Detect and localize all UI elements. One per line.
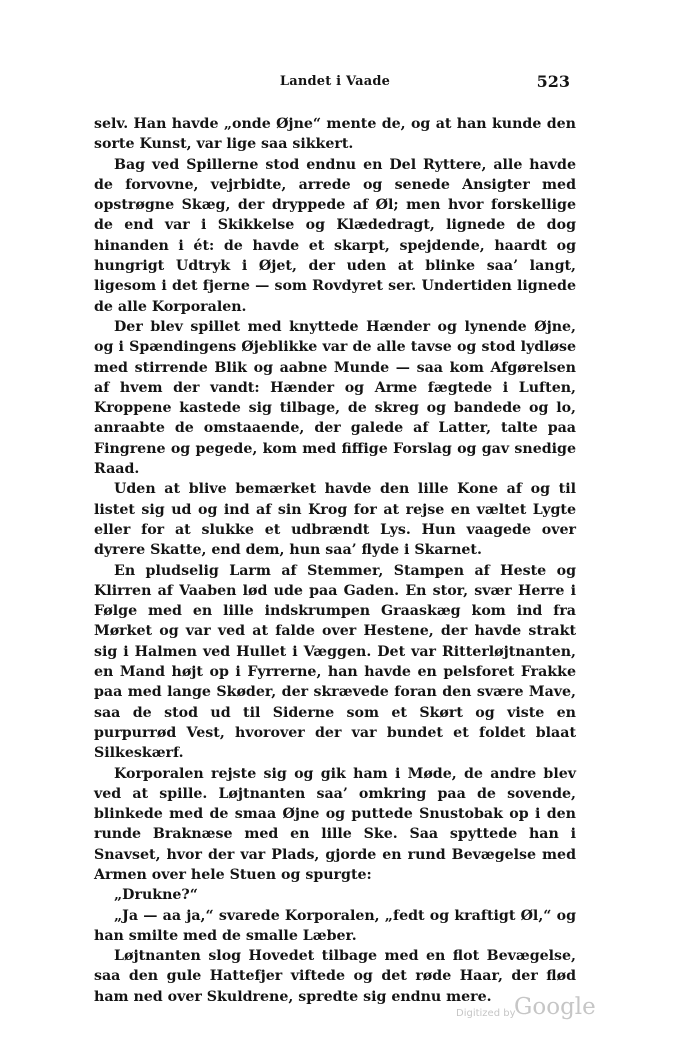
paragraph: Bag ved Spillerne stod endnu en Del Ryttere, alle havde de forvovne, vejrbidte, arrede og senede Ansigter med opstrøgne Skæg, der dryppede af Øl; men hvor forskellige de end var i Skikkelse og Klædedragt, lignede de dog hinanden i ét: de havde et skarpt, spejdende, haardt og hungrigt Udtryk i Øjet, der uden at blinke saa’ langt, ligesom i det fjerne — som Rovdyret ser. Undertiden lignede de alle Korporalen. [94, 156, 576, 315]
running-head [96, 74, 574, 96]
paragraph: selv. Han havde „onde Øjne“ mente de, og at han kunde den sorte Kunst, var lige saa sikkert. [94, 116, 576, 153]
paragraph: Der blev spillet med knyttede Hænder og lynende Øjne, og i Spændingens Øjeblikke var de alle tavse og stod lydløse med stirrende Blik og aabne Munde — saa kom Afgørelsen af hvem der vandt: Hænder og Arme fægtede i Luften, Kroppene kastede sig tilbage, de skreg og bandede og lo, anraabte de omstaaende, der galede af Latter, talte paa Fingrene og pegede, kom med fiffige Forslag og gav snedige Raad. [94, 318, 576, 478]
paragraph: En pludselig Larm af Stemmer, Stampen af Heste og Klirren af Vaaben lød ude paa Gaden. En stor, svær Herre i Følge med en lille indskrumpen Graaskæg kom ind fra Mørket og var ved at falde over Hestene, der havde strakt sig i Halmen ved Hullet i Væggen. Det var Ritterløjtnanten, en Mand højt op i Fyrrerne, han havde en pelsforet Frakke paa med lange Skøder, der skrævede foran den svære Mave, saa de stod ud til Siderne som et Skørt og viste en purpurrød Vest, hvorover der var bundet et foldet blaat Silkeskærf. [94, 562, 576, 762]
paragraph: Korporalen rejste sig og gik ham i Møde, de andre blev ved at spille. Løjtnanten saa’ omkring paa de sovende, blinkede med de smaa Øjne og puttede Snustobak op i den runde Braknæse med en lille Ske. Saa spyttede han i Snavset, hvor der var Plads, gjorde en rund Bevægelse med Armen over hele Stuen og spurgte: [94, 765, 576, 883]
google-logo: Google [514, 994, 596, 1020]
dialogue-line: „Ja — aa ja,“ svarede Korporalen, „fedt og kraftigt Øl,“ og han smilte med de smalle Læber. [94, 907, 576, 944]
body-text [94, 114, 576, 1007]
running-title: Landet i Vaade [279, 74, 391, 89]
paragraph: Uden at blive bemærket havde den lille Kone af og til listet sig ud og ind af sin Krog for at rejse en væltet Lygte eller for at slukke et udbrændt Lys. Hun vaagede over dyrere Skatte, end dem, hun saa’ flyde i Skarnet. [94, 481, 576, 559]
dialogue-line: „Drukne?“ [114, 887, 198, 904]
paragraph: Løjtnanten slog Hovedet tilbage med en flot Bevægelse, saa den gule Hattefjer viftede og det røde Haar, der flød ham ned over Skuldrene, spredte sig endnu mere. [94, 948, 576, 1005]
watermark-prefix: Digitized by [456, 1008, 516, 1019]
digitized-watermark [452, 994, 612, 1024]
page-number: 523 [536, 72, 570, 91]
